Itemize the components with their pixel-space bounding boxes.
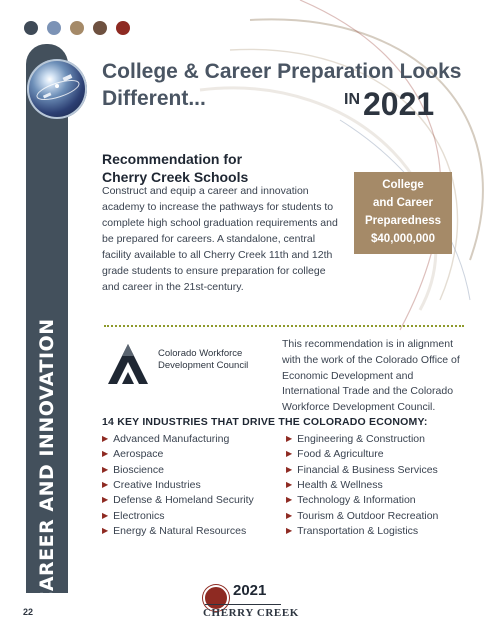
bullet-triangle-icon: ▶ — [286, 479, 293, 489]
cwdc-name-line-1: Colorado Workforce — [158, 348, 243, 359]
bullet-triangle-icon: ▶ — [102, 479, 109, 489]
bullet-triangle-icon: ▶ — [286, 449, 293, 459]
cwdc-name-line-2: Development Council — [158, 359, 249, 371]
industry-item — [286, 463, 472, 478]
industry-item — [286, 478, 472, 493]
headline-line-2: Different... — [102, 87, 206, 111]
bullet-triangle-icon: ▶ — [102, 434, 109, 443]
bullet-triangle-icon: ▶ — [286, 495, 293, 505]
year-prefix: IN — [344, 91, 360, 108]
industry-item — [102, 463, 280, 478]
industry-item — [286, 509, 472, 524]
industry-label: Electronics — [113, 509, 165, 522]
industry-label: Technology & Information — [297, 494, 416, 507]
industry-label: Advanced Manufacturing — [113, 433, 230, 445]
industry-item — [102, 432, 280, 447]
color-dot — [24, 21, 38, 35]
bullet-triangle-icon: ▶ — [102, 525, 109, 535]
recommendation-heading-line-1: Recommendation for — [102, 151, 243, 167]
industries-heading: 14 KEY INDUSTRIES THAT DRIVE THE COLORADO ECONOMY: — [102, 416, 428, 428]
budget-label-line-2: and Career — [372, 197, 434, 210]
industry-item — [102, 509, 280, 524]
color-dot — [93, 21, 107, 35]
industry-label: Creative Industries — [113, 478, 201, 491]
bullet-triangle-icon: ▶ — [286, 510, 293, 520]
industry-label: Energy & Natural Resources — [113, 524, 247, 537]
bullet-triangle-icon: ▶ — [286, 525, 293, 535]
bullet-triangle-icon: ▶ — [102, 510, 109, 520]
industry-item — [286, 447, 472, 462]
industry-label: Defense & Homeland Security — [113, 494, 254, 507]
footer-year: 2021 — [233, 582, 267, 599]
bullet-triangle-icon: ▶ — [286, 434, 293, 443]
industry-label: Engineering & Construction — [297, 433, 425, 445]
bullet-triangle-icon: ▶ — [102, 464, 109, 474]
industry-item — [102, 524, 280, 539]
year-number: 2021 — [363, 86, 435, 122]
cwdc-name — [158, 348, 270, 371]
budget-amount: $40,000,000 — [371, 232, 435, 245]
industry-item — [102, 447, 280, 462]
industry-label: Tourism & Outdoor Recreation — [297, 509, 439, 522]
industry-label: Food & Agriculture — [297, 448, 384, 461]
budget-label-line-1: College — [382, 179, 424, 192]
industry-label: Aerospace — [113, 448, 164, 461]
alignment-statement: This recommendation is in alignment with the work of the Colorado Office of Economic Development and International Trade and the Colorado Workforce Development Council. — [282, 338, 460, 413]
color-dot-row — [24, 21, 130, 35]
bullet-triangle-icon: ▶ — [102, 495, 109, 505]
recommendation-heading-line-2: Cherry Creek Schools — [102, 169, 249, 186]
industry-item — [102, 493, 280, 508]
sidebar-vertical-title: CAREER AND INNOVATION — [36, 318, 58, 606]
budget-box — [354, 172, 452, 254]
footer-district-name: CHERRY CREEK — [203, 607, 299, 619]
industry-item — [102, 478, 280, 493]
page-number: 22 — [23, 607, 34, 617]
industry-item — [286, 493, 472, 508]
industry-label: Bioscience — [113, 463, 164, 476]
color-dot — [47, 21, 61, 35]
cwdc-mountain-logo-icon — [104, 340, 152, 386]
industry-label: Transportation & Logistics — [297, 524, 419, 537]
bullet-triangle-icon: ▶ — [286, 464, 293, 474]
recommendation-heading — [102, 150, 322, 186]
footer-divider — [205, 604, 281, 605]
dotted-divider — [104, 325, 464, 327]
headline-year — [344, 86, 434, 123]
globe-satellite-icon — [33, 66, 83, 112]
industries-list-right — [286, 432, 472, 539]
industries-list-left — [102, 432, 280, 539]
industry-label: Health & Wellness — [297, 478, 383, 491]
color-dot — [116, 21, 130, 35]
budget-label-line-3: Preparedness — [364, 215, 442, 227]
color-dot — [70, 21, 84, 35]
recommendation-body: Construct and equip a career and innovation academy to increase the pathways for students to complete high school graduation requirements and be prepared for careers. A standalone, central facility available to all Cherry Creek 11th and 12th grade students to ensure preparation for college and career in the 21st-century. — [102, 185, 338, 293]
industry-item — [286, 432, 472, 447]
industry-item — [286, 524, 472, 539]
industry-label: Financial & Business Services — [297, 463, 438, 476]
headline-line-1: College & Career Preparation Looks — [102, 60, 462, 83]
bullet-triangle-icon: ▶ — [102, 449, 109, 459]
